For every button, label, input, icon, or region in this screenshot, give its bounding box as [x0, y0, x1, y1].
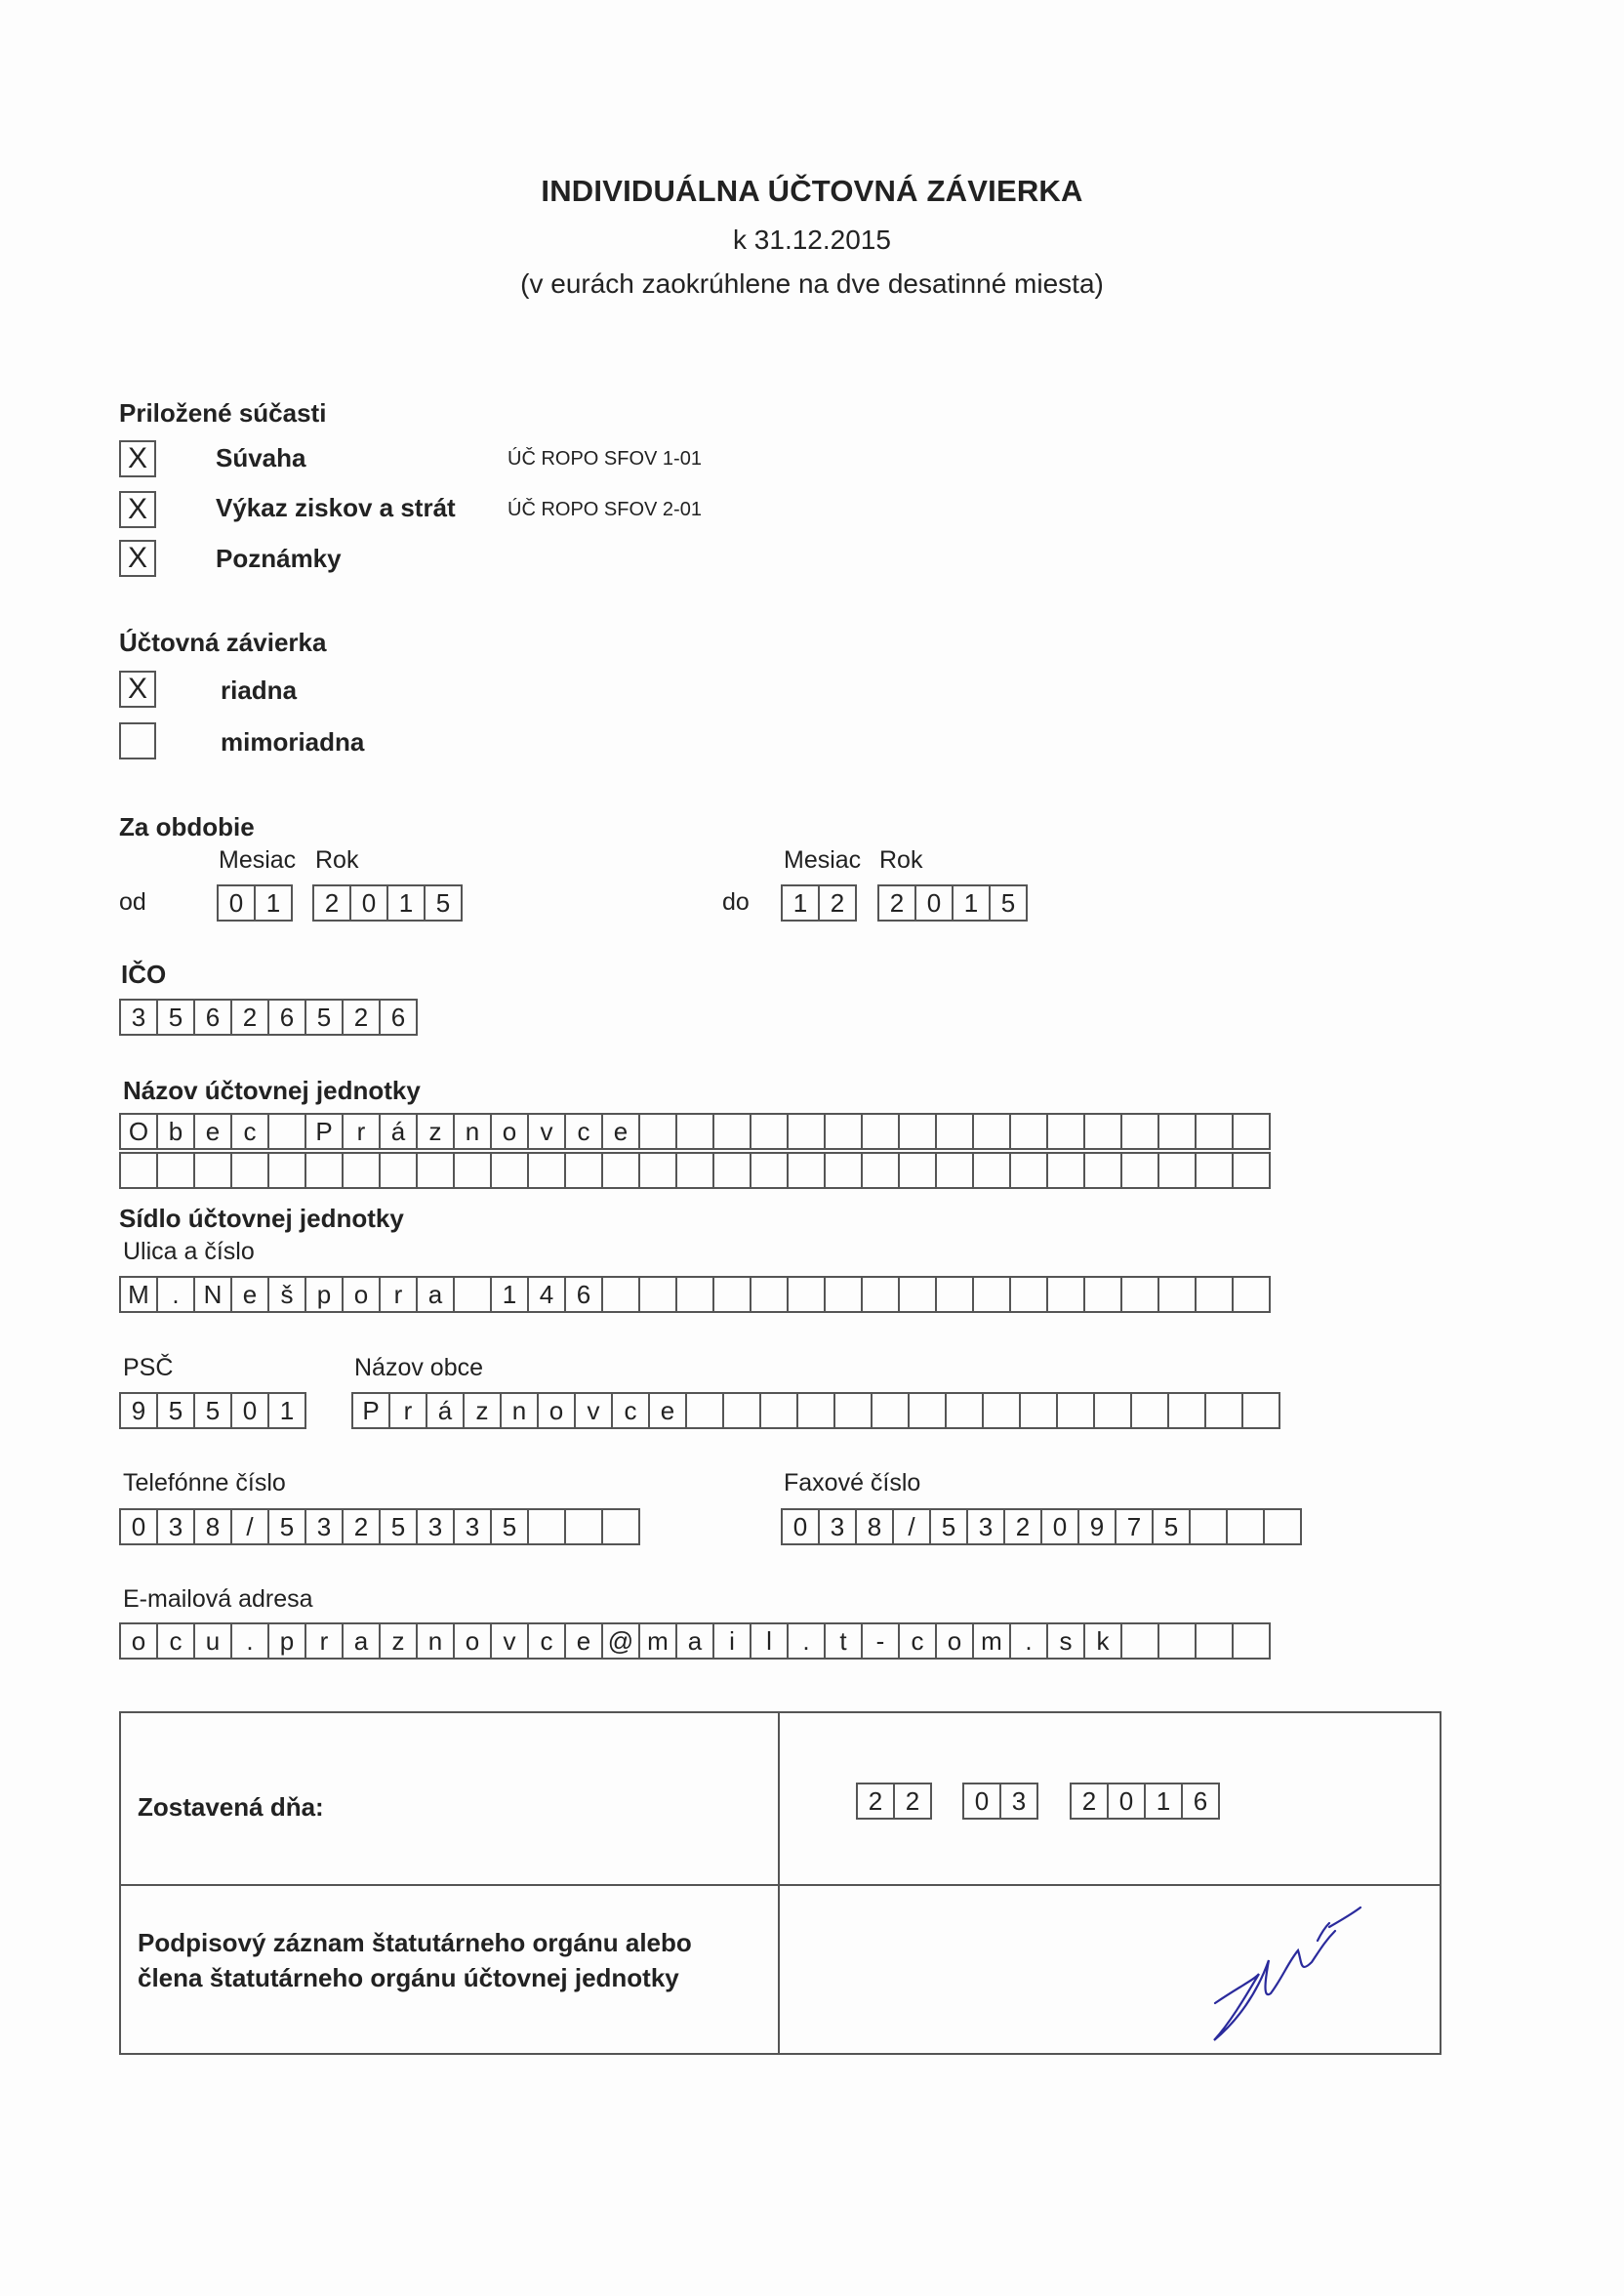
- char-cell: t: [824, 1622, 863, 1660]
- char-cell: e: [230, 1276, 269, 1313]
- char-cell: 9: [119, 1392, 158, 1429]
- char-cell: [787, 1276, 826, 1313]
- char-cell: 2: [342, 999, 381, 1036]
- char-cell: z: [416, 1113, 455, 1150]
- char-cell: [453, 1276, 492, 1313]
- char-cell: 6: [1181, 1783, 1220, 1820]
- char-cell: 2: [856, 1783, 895, 1820]
- char-cell: 5: [490, 1508, 529, 1545]
- char-cell: l: [750, 1622, 789, 1660]
- char-cell: m: [638, 1622, 677, 1660]
- char-cell: .: [1009, 1622, 1048, 1660]
- fax-label: Faxové číslo: [784, 1469, 921, 1496]
- char-cell: 4: [527, 1276, 566, 1313]
- char-cell: [824, 1113, 863, 1150]
- char-cell: [861, 1113, 900, 1150]
- char-cell: [1167, 1392, 1206, 1429]
- char-cell: [759, 1392, 798, 1429]
- char-cell: 2: [893, 1783, 932, 1820]
- char-cell: 1: [1144, 1783, 1183, 1820]
- period-heading: Za obdobie: [119, 812, 255, 841]
- char-cell: [1263, 1508, 1302, 1545]
- char-cell: b: [156, 1113, 195, 1150]
- char-cell: c: [156, 1622, 195, 1660]
- char-cell: v: [490, 1622, 529, 1660]
- signature-label-line-1: Podpisový záznam štatutárneho orgánu alebo: [138, 1928, 692, 1957]
- char-cell: [1120, 1276, 1159, 1313]
- label-suvaha: Súvaha: [216, 443, 306, 472]
- psc-field[interactable]: [119, 1392, 304, 1429]
- char-cell: r: [388, 1392, 427, 1429]
- label-vykaz: Výkaz ziskov a strát: [216, 493, 456, 522]
- char-cell: 3: [156, 1508, 195, 1545]
- char-cell: [898, 1113, 937, 1150]
- char-cell: o: [453, 1622, 492, 1660]
- char-cell: [527, 1152, 566, 1189]
- char-cell: v: [574, 1392, 613, 1429]
- char-cell: [230, 1152, 269, 1189]
- char-cell: [685, 1392, 724, 1429]
- char-cell: [416, 1152, 455, 1189]
- char-cell: n: [453, 1113, 492, 1150]
- char-cell: 8: [855, 1508, 894, 1545]
- char-cell: 6: [193, 999, 232, 1036]
- char-cell: [722, 1392, 761, 1429]
- char-cell: [1083, 1276, 1122, 1313]
- char-cell: [1046, 1276, 1085, 1313]
- char-cell: a: [675, 1622, 714, 1660]
- compiled-year-field[interactable]: [1070, 1783, 1218, 1820]
- char-cell: [750, 1113, 789, 1150]
- char-cell: r: [304, 1622, 344, 1660]
- char-cell: [796, 1392, 835, 1429]
- char-cell: .: [787, 1622, 826, 1660]
- char-cell: [935, 1276, 974, 1313]
- char-cell: o: [935, 1622, 974, 1660]
- char-cell: [1046, 1152, 1085, 1189]
- label-mimoriadna: mimoriadna: [221, 727, 365, 757]
- char-cell: 5: [929, 1508, 968, 1545]
- compiled-day-field[interactable]: [856, 1783, 930, 1820]
- char-cell: N: [193, 1276, 232, 1313]
- digit-cell: 2: [818, 884, 857, 922]
- char-cell: 2: [342, 1508, 381, 1545]
- checkbox-suvaha[interactable]: X: [119, 440, 156, 477]
- char-cell: 6: [564, 1276, 603, 1313]
- char-cell: [1241, 1392, 1280, 1429]
- char-cell: [824, 1276, 863, 1313]
- char-cell: [601, 1276, 640, 1313]
- char-cell: i: [712, 1622, 751, 1660]
- char-cell: /: [892, 1508, 931, 1545]
- char-cell: [1232, 1622, 1271, 1660]
- char-cell: [1195, 1276, 1234, 1313]
- digit-cell: 1: [781, 884, 820, 922]
- digit-cell: 0: [217, 884, 256, 922]
- digit-cell: 0: [349, 884, 388, 922]
- label-poznamky: Poznámky: [216, 544, 342, 573]
- char-cell: p: [267, 1622, 306, 1660]
- char-cell: @: [601, 1622, 640, 1660]
- char-cell: [304, 1152, 344, 1189]
- char-cell: z: [379, 1622, 418, 1660]
- char-cell: r: [342, 1113, 381, 1150]
- char-cell: š: [267, 1276, 306, 1313]
- char-cell: 3: [119, 999, 158, 1036]
- char-cell: [675, 1276, 714, 1313]
- to-label: do: [722, 888, 750, 916]
- from-month-field[interactable]: [217, 884, 291, 922]
- char-cell: [712, 1276, 751, 1313]
- char-cell: [1204, 1392, 1243, 1429]
- address-heading: Sídlo účtovnej jednotky: [119, 1204, 404, 1233]
- char-cell: o: [342, 1276, 381, 1313]
- char-cell: o: [119, 1622, 158, 1660]
- char-cell: [1019, 1392, 1058, 1429]
- char-cell: [1130, 1392, 1169, 1429]
- char-cell: a: [342, 1622, 381, 1660]
- phone-label: Telefónne číslo: [123, 1469, 286, 1496]
- ico-field[interactable]: [119, 999, 416, 1036]
- char-cell: c: [527, 1622, 566, 1660]
- char-cell: 2: [1003, 1508, 1042, 1545]
- char-cell: o: [490, 1113, 529, 1150]
- char-cell: [861, 1276, 900, 1313]
- char-cell: [1157, 1276, 1197, 1313]
- char-cell: [1226, 1508, 1265, 1545]
- char-cell: 1: [490, 1276, 529, 1313]
- char-cell: [750, 1152, 789, 1189]
- to-year-label: Rok: [879, 846, 923, 874]
- code-suvaha: ÚČ ROPO SFOV 1-01: [508, 448, 702, 470]
- char-cell: [267, 1113, 306, 1150]
- char-cell: O: [119, 1113, 158, 1150]
- to-year-field[interactable]: [877, 884, 1026, 922]
- char-cell: [379, 1152, 418, 1189]
- psc-label: PSČ: [123, 1354, 174, 1381]
- char-cell: c: [611, 1392, 650, 1429]
- compiled-label: Zostavená dňa:: [138, 1792, 324, 1822]
- label-riadna: riadna: [221, 676, 298, 705]
- char-cell: c: [564, 1113, 603, 1150]
- char-cell: v: [527, 1113, 566, 1150]
- digit-cell: 5: [989, 884, 1028, 922]
- char-cell: [193, 1152, 232, 1189]
- char-cell: n: [500, 1392, 539, 1429]
- char-cell: .: [156, 1276, 195, 1313]
- char-cell: c: [230, 1113, 269, 1150]
- char-cell: 5: [193, 1392, 232, 1429]
- char-cell: [972, 1113, 1011, 1150]
- char-cell: 0: [1107, 1783, 1146, 1820]
- char-cell: -: [861, 1622, 900, 1660]
- char-cell: [1009, 1276, 1048, 1313]
- char-cell: [945, 1392, 984, 1429]
- char-cell: e: [648, 1392, 687, 1429]
- char-cell: [156, 1152, 195, 1189]
- char-cell: 5: [304, 999, 344, 1036]
- char-cell: [1120, 1622, 1159, 1660]
- char-cell: [1195, 1113, 1234, 1150]
- char-cell: e: [193, 1113, 232, 1150]
- email-label: E-mailová adresa: [123, 1585, 313, 1613]
- char-cell: [1157, 1622, 1197, 1660]
- char-cell: [1120, 1113, 1159, 1150]
- street-label: Ulica a číslo: [123, 1238, 255, 1265]
- char-cell: [1009, 1113, 1048, 1150]
- char-cell: z: [463, 1392, 502, 1429]
- char-cell: 2: [1070, 1783, 1109, 1820]
- from-year-label: Rok: [315, 846, 359, 874]
- char-cell: 6: [379, 999, 418, 1036]
- char-cell: [1232, 1276, 1271, 1313]
- char-cell: c: [898, 1622, 937, 1660]
- char-cell: 5: [156, 999, 195, 1036]
- char-cell: /: [230, 1508, 269, 1545]
- table-divider-vertical: [778, 1711, 780, 2055]
- char-cell: [1195, 1152, 1234, 1189]
- char-cell: 2: [230, 999, 269, 1036]
- char-cell: [638, 1113, 677, 1150]
- char-cell: [1009, 1152, 1048, 1189]
- char-cell: 5: [267, 1508, 306, 1545]
- char-cell: [1232, 1113, 1271, 1150]
- from-label: od: [119, 888, 146, 916]
- digit-cell: 2: [877, 884, 916, 922]
- char-cell: [861, 1152, 900, 1189]
- digit-cell: 5: [424, 884, 463, 922]
- char-cell: 5: [156, 1392, 195, 1429]
- fax-field[interactable]: [781, 1508, 1300, 1545]
- char-cell: [119, 1152, 158, 1189]
- char-cell: 0: [119, 1508, 158, 1545]
- signature-stroke: [1214, 1907, 1360, 2040]
- signature-scribble: [1200, 1884, 1366, 2050]
- compiled-month-field[interactable]: [962, 1783, 1036, 1820]
- char-cell: [824, 1152, 863, 1189]
- char-cell: r: [379, 1276, 418, 1313]
- digit-cell: 1: [386, 884, 426, 922]
- char-cell: [342, 1152, 381, 1189]
- char-cell: [787, 1113, 826, 1150]
- char-cell: [908, 1392, 947, 1429]
- char-cell: 8: [193, 1508, 232, 1545]
- char-cell: 3: [304, 1508, 344, 1545]
- char-cell: [1195, 1622, 1234, 1660]
- char-cell: [1056, 1392, 1095, 1429]
- char-cell: 5: [379, 1508, 418, 1545]
- char-cell: .: [230, 1622, 269, 1660]
- char-cell: 0: [1040, 1508, 1079, 1545]
- char-cell: [898, 1276, 937, 1313]
- char-cell: [1046, 1113, 1085, 1150]
- statement-type-heading: Účtovná závierka: [119, 628, 327, 657]
- from-month-label: Mesiac: [219, 846, 297, 874]
- char-cell: [267, 1152, 306, 1189]
- char-cell: [972, 1276, 1011, 1313]
- char-cell: [490, 1152, 529, 1189]
- char-cell: k: [1083, 1622, 1122, 1660]
- char-cell: [675, 1113, 714, 1150]
- digit-cell: 1: [952, 884, 991, 922]
- char-cell: P: [304, 1113, 344, 1150]
- char-cell: 7: [1115, 1508, 1154, 1545]
- char-cell: [750, 1276, 789, 1313]
- char-cell: [871, 1392, 910, 1429]
- char-cell: e: [564, 1622, 603, 1660]
- char-cell: [527, 1508, 566, 1545]
- char-cell: a: [416, 1276, 455, 1313]
- char-cell: 0: [230, 1392, 269, 1429]
- char-cell: [1083, 1152, 1122, 1189]
- entity-name-row-2[interactable]: [119, 1152, 1269, 1189]
- char-cell: 1: [267, 1392, 306, 1429]
- to-month-field[interactable]: [781, 884, 855, 922]
- char-cell: 6: [267, 999, 306, 1036]
- char-cell: M: [119, 1276, 158, 1313]
- char-cell: [935, 1113, 974, 1150]
- char-cell: [935, 1152, 974, 1189]
- currency-note: (v eurách zaokrúhlene na dve desatinné miesta): [520, 268, 1104, 299]
- char-cell: [833, 1392, 873, 1429]
- char-cell: [1083, 1113, 1122, 1150]
- email-field[interactable]: [119, 1622, 1269, 1660]
- char-cell: [638, 1152, 677, 1189]
- char-cell: [601, 1508, 640, 1545]
- char-cell: [601, 1152, 640, 1189]
- char-cell: [982, 1392, 1021, 1429]
- char-cell: [1157, 1152, 1197, 1189]
- char-cell: m: [972, 1622, 1011, 1660]
- code-vykaz: ÚČ ROPO SFOV 2-01: [508, 499, 702, 520]
- entity-name-row-1[interactable]: [119, 1113, 1269, 1150]
- city-label: Názov obce: [354, 1354, 484, 1381]
- phone-field[interactable]: [119, 1508, 638, 1545]
- char-cell: [712, 1152, 751, 1189]
- document-title: INDIVIDUÁLNA ÚČTOVNÁ ZÁVIERKA: [541, 174, 1083, 208]
- digit-cell: 1: [254, 884, 293, 922]
- checkbox-riadna[interactable]: X: [119, 671, 156, 708]
- char-cell: [1189, 1508, 1228, 1545]
- char-cell: s: [1046, 1622, 1085, 1660]
- entity-name-heading: Názov účtovnej jednotky: [123, 1076, 421, 1105]
- checkbox-mimoriadna[interactable]: [119, 722, 156, 759]
- char-cell: p: [304, 1276, 344, 1313]
- checkbox-vykaz[interactable]: X: [119, 491, 156, 528]
- char-cell: n: [416, 1622, 455, 1660]
- char-cell: [1093, 1392, 1132, 1429]
- char-cell: e: [601, 1113, 640, 1150]
- char-cell: [898, 1152, 937, 1189]
- date-line: k 31.12.2015: [733, 225, 891, 255]
- signature-label-line-2: člena štatutárneho orgánu účtovnej jednotky: [138, 1963, 679, 1992]
- char-cell: [787, 1152, 826, 1189]
- char-cell: á: [426, 1392, 465, 1429]
- char-cell: [712, 1113, 751, 1150]
- char-cell: o: [537, 1392, 576, 1429]
- char-cell: 3: [818, 1508, 857, 1545]
- char-cell: 5: [1152, 1508, 1191, 1545]
- char-cell: [1232, 1152, 1271, 1189]
- checkbox-poznamky[interactable]: X: [119, 540, 156, 577]
- char-cell: 0: [781, 1508, 820, 1545]
- char-cell: [1157, 1113, 1197, 1150]
- digit-cell: 0: [914, 884, 954, 922]
- char-cell: P: [351, 1392, 390, 1429]
- digit-cell: 2: [312, 884, 351, 922]
- ico-heading: IČO: [121, 960, 167, 989]
- char-cell: 3: [453, 1508, 492, 1545]
- char-cell: [564, 1152, 603, 1189]
- char-cell: [453, 1152, 492, 1189]
- char-cell: 3: [966, 1508, 1005, 1545]
- from-year-field[interactable]: [312, 884, 461, 922]
- city-field[interactable]: [351, 1392, 1279, 1429]
- char-cell: 0: [962, 1783, 1001, 1820]
- char-cell: [675, 1152, 714, 1189]
- char-cell: 9: [1077, 1508, 1116, 1545]
- street-field[interactable]: [119, 1276, 1269, 1313]
- char-cell: á: [379, 1113, 418, 1150]
- attachments-heading: Priložené súčasti: [119, 398, 327, 428]
- char-cell: u: [193, 1622, 232, 1660]
- char-cell: 3: [416, 1508, 455, 1545]
- char-cell: 3: [999, 1783, 1038, 1820]
- to-month-label: Mesiac: [784, 846, 862, 874]
- char-cell: [638, 1276, 677, 1313]
- char-cell: [972, 1152, 1011, 1189]
- char-cell: [564, 1508, 603, 1545]
- char-cell: [1120, 1152, 1159, 1189]
